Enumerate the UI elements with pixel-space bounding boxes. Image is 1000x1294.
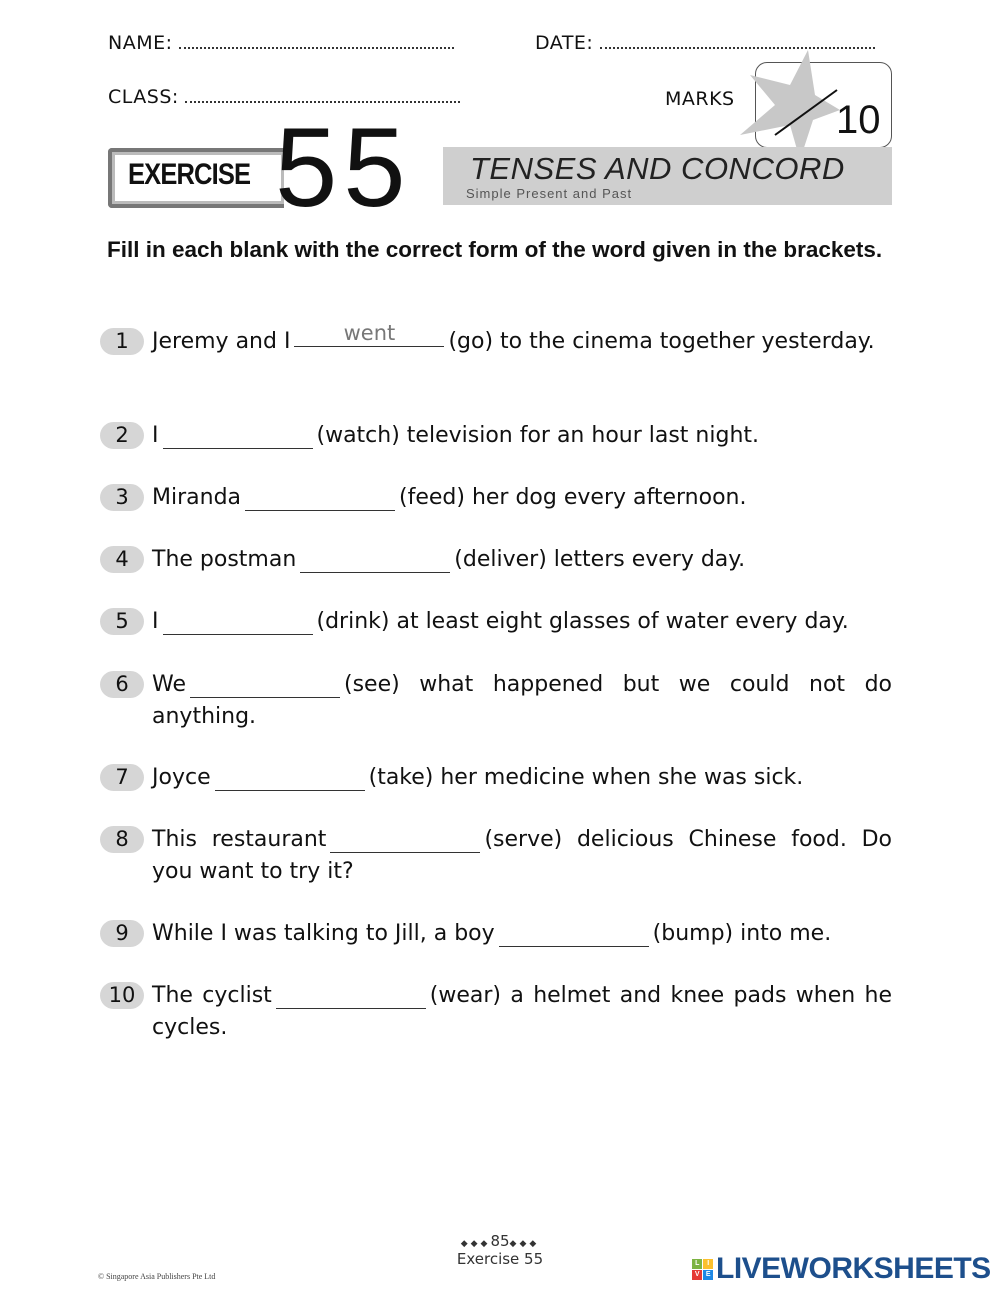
- question-text: [152, 482, 892, 514]
- question-text: [152, 824, 892, 888]
- star-icon: [735, 50, 845, 160]
- question-before: Joyce: [152, 765, 211, 790]
- question-number: 6: [100, 671, 144, 698]
- question-before: I: [152, 423, 159, 448]
- marks-total: 10: [836, 98, 881, 142]
- copyright: © Singapore Asia Publishers Pte Ltd: [98, 1272, 216, 1281]
- question-item: [100, 762, 892, 794]
- question-after: (drink) at least eight glasses of water every day.: [316, 609, 849, 634]
- question-text: [152, 606, 892, 638]
- question-text: [152, 669, 892, 733]
- answer-blank[interactable]: [330, 826, 480, 853]
- name-line: [179, 33, 454, 49]
- topic-title: TENSES AND CONCORD: [470, 151, 845, 186]
- question-item: [100, 669, 892, 733]
- question-after: (see) what happened but we could not do anything.: [152, 672, 892, 729]
- question-before: Miranda: [152, 485, 242, 510]
- answer-blank[interactable]: [499, 920, 649, 947]
- question-text: [152, 762, 892, 794]
- exercise-ref: Exercise 55: [456, 1250, 544, 1268]
- exercise-number: 55: [275, 105, 412, 230]
- question-text: [152, 420, 892, 452]
- question-after: (deliver) letters every day.: [454, 547, 746, 572]
- question-after: (feed) her dog every afternoon.: [399, 485, 747, 510]
- question-after: (serve) delicious Chinese food. Do you want to try it?: [152, 827, 892, 884]
- question-item: [100, 606, 892, 638]
- question-number: 9: [100, 920, 144, 947]
- page-footer: ◆◆◆85◆◆◆ Exercise 55: [450, 1232, 550, 1268]
- question-text: [152, 544, 892, 576]
- question-before: While I was talking to Jill, a boy: [152, 921, 495, 946]
- question-after: (go) to the cinema together yesterday.: [448, 329, 875, 354]
- question-before: Jeremy and I: [152, 329, 291, 354]
- brand-name: LIVEWORKSHEETS: [716, 1252, 991, 1285]
- question-item: [100, 980, 892, 1044]
- date-line: [600, 33, 875, 49]
- question-before: We: [152, 672, 186, 697]
- question-number: 10: [100, 982, 144, 1009]
- question-before: I: [152, 609, 159, 634]
- answer-blank[interactable]: [294, 320, 444, 347]
- logo-letter: I: [703, 1259, 713, 1269]
- marks-label: MARKS: [665, 88, 735, 110]
- question-number: 5: [100, 608, 144, 635]
- question-before: The postman: [152, 547, 297, 572]
- answer-blank[interactable]: [245, 484, 395, 511]
- answer-blank[interactable]: [163, 608, 313, 635]
- liveworksheets-logo: [692, 1252, 991, 1286]
- exercise-label: EXERCISE: [128, 158, 251, 191]
- instructions: Fill in each blank with the correct form of the word given in the brackets.: [107, 237, 883, 262]
- page-number: 85: [490, 1232, 510, 1250]
- name-field: [108, 32, 454, 54]
- answer-blank[interactable]: [300, 546, 450, 573]
- question-item: [100, 326, 892, 358]
- answer-blank[interactable]: [276, 982, 426, 1009]
- question-item: [100, 482, 892, 514]
- question-after: (watch) television for an hour last night.: [316, 423, 760, 448]
- topic-subtitle: Simple Present and Past: [466, 186, 633, 201]
- question-number: 2: [100, 422, 144, 449]
- question-number: 3: [100, 484, 144, 511]
- name-label: NAME:: [108, 32, 173, 54]
- question-after: (bump) into me.: [652, 921, 832, 946]
- logo-mark-icon: [692, 1259, 713, 1280]
- question-before: This restaurant: [152, 827, 327, 852]
- answer-blank[interactable]: [163, 422, 313, 449]
- question-before: The cyclist: [152, 983, 272, 1008]
- class-label: CLASS:: [108, 86, 179, 108]
- question-number: 4: [100, 546, 144, 573]
- question-number: 8: [100, 826, 144, 853]
- logo-letter: E: [703, 1270, 713, 1280]
- question-text: [152, 918, 892, 950]
- logo-letter: L: [692, 1259, 702, 1269]
- date-label: DATE:: [535, 32, 594, 54]
- question-number: 1: [100, 328, 144, 355]
- question-text: [152, 326, 892, 358]
- class-line: [185, 87, 460, 103]
- question-text: [152, 980, 892, 1044]
- answer-blank[interactable]: [215, 764, 365, 791]
- question-item: [100, 420, 892, 452]
- question-item: [100, 824, 892, 888]
- question-item: [100, 918, 892, 950]
- answer-blank[interactable]: [190, 671, 340, 698]
- question-item: [100, 544, 892, 576]
- question-number: 7: [100, 764, 144, 791]
- question-after: (take) her medicine when she was sick.: [368, 765, 804, 790]
- logo-letter: V: [692, 1270, 702, 1280]
- question-after: (wear) a helmet and knee pads when he cycles.: [152, 983, 893, 1040]
